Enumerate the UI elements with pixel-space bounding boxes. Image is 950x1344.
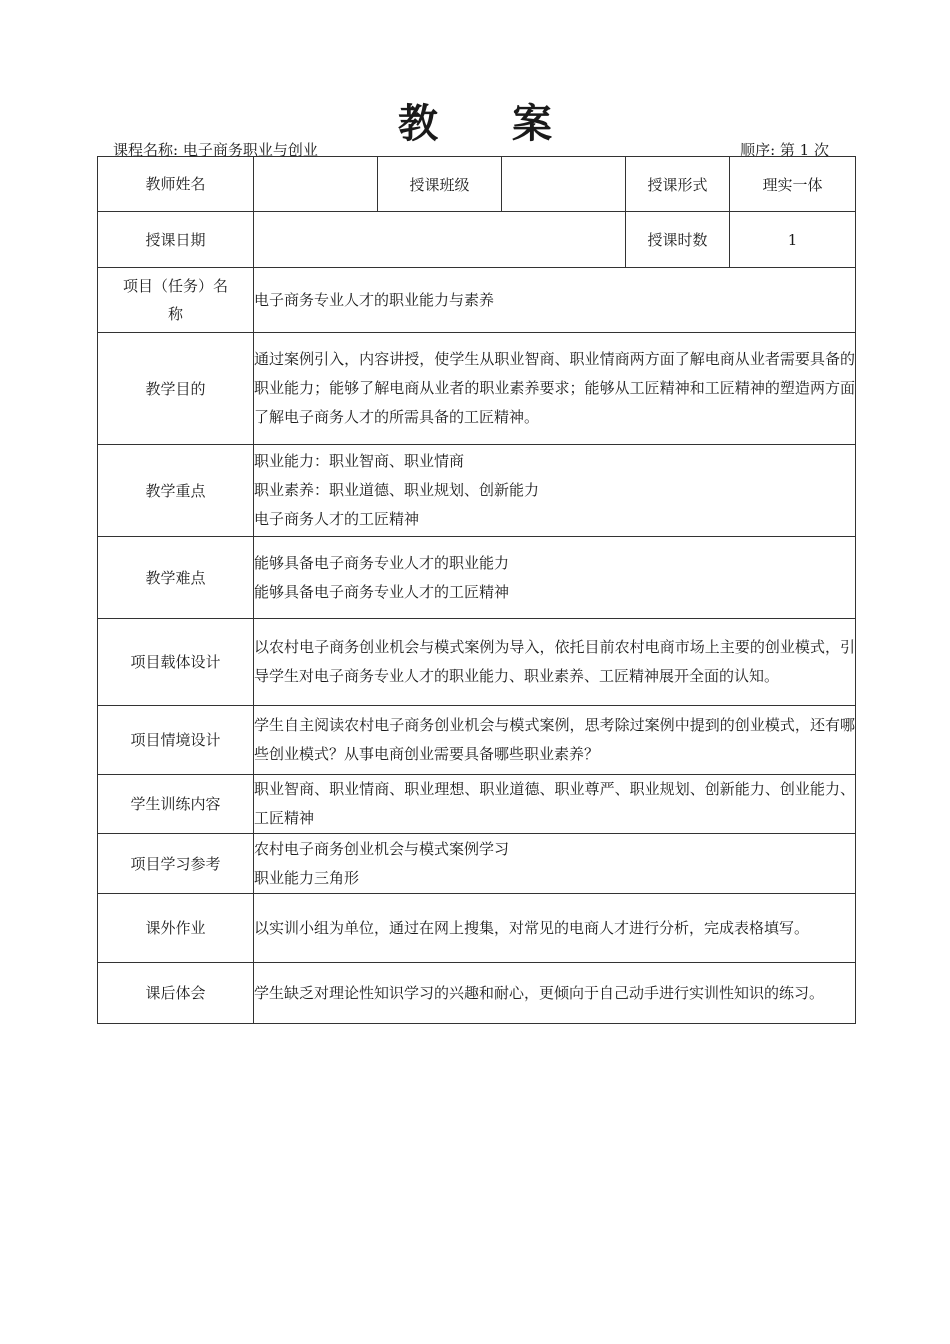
- title-char-2: 案: [512, 101, 552, 147]
- row-content-project-name: [254, 268, 856, 333]
- row-content-difficulties: [254, 537, 856, 619]
- content-line: 农村电子商务创业机会与模式案例学习: [254, 839, 510, 858]
- row-content-carrier-design: [254, 619, 856, 706]
- content-line: 职业能力三角形: [254, 868, 360, 887]
- row-label-line: 项目（任务）名: [122, 277, 228, 295]
- course-name: 课程名称: 电子商务职业与创业: [113, 141, 318, 159]
- table-row: [98, 537, 856, 619]
- table-row: [98, 834, 856, 894]
- row-label-training-content: 学生训练内容: [98, 775, 254, 834]
- date-label: 授课日期: [98, 212, 254, 268]
- row-content-training-content: [254, 775, 856, 834]
- row-content-key-points: [254, 445, 856, 537]
- row-label-project-name: [98, 268, 254, 333]
- row-label-carrier-design: 项目载体设计: [98, 619, 254, 706]
- content-line: 学生缺乏对理论性知识学习的兴趣和耐心，更倾向于自己动手进行实训性知识的练习。: [254, 983, 825, 1002]
- row-label-difficulties: 教学难点: [98, 537, 254, 619]
- content-line: 以农村电子商务创业机会与模式案例为导入，依托目前农村电商市场上主要的创业模式，引导学生对电子商务专业人才的职业能力、职业素养、工匠精神展开全面的认知。: [254, 638, 855, 685]
- date-value: [254, 212, 626, 268]
- row-label-references: 项目学习参考: [98, 834, 254, 894]
- table-row: [98, 894, 856, 963]
- content-line: 能够具备电子商务专业人才的工匠精神: [254, 582, 510, 601]
- lesson-plan-table: [97, 156, 856, 1024]
- table-row: [98, 333, 856, 445]
- row-label-line: 称: [167, 305, 183, 323]
- row-content-reflection: [254, 963, 856, 1024]
- row-content-references: [254, 834, 856, 894]
- row-label-teaching-goal: 教学目的: [98, 333, 254, 445]
- content-line: 能够具备电子商务专业人才的职业能力: [254, 553, 510, 572]
- class-label: 授课班级: [378, 157, 502, 212]
- content-line: 以实训小组为单位，通过在网上搜集，对常见的电商人才进行分析，完成表格填写。: [254, 918, 810, 937]
- content-line: 职业素养：职业道德、职业规划、创新能力: [254, 481, 540, 499]
- content-line: 职业能力：职业智商、职业情商: [254, 452, 465, 470]
- teacher-name-label: 教师姓名: [98, 157, 254, 212]
- content-line: 通过案例引入，内容讲授，使学生从职业智商、职业情商两方面了解电商从业者需要具备的职业能力；能够了解电商从业者的职业素养要求；能够从工匠精神和工匠精神的塑造两方面了解电子商务人才的所需具备的工匠精神。: [254, 350, 855, 426]
- lesson-order: 顺序: 第 1 次: [740, 141, 829, 159]
- table-row-date: [98, 212, 856, 268]
- table-row: [98, 619, 856, 706]
- form-label: 授课形式: [626, 157, 730, 212]
- table-row: [98, 706, 856, 775]
- table-row: [98, 445, 856, 537]
- row-label-key-points: 教学重点: [98, 445, 254, 537]
- table-row: [98, 268, 856, 333]
- title-char-1: 教: [398, 101, 438, 147]
- content-line: 电子商务专业人才的职业能力与素养: [254, 290, 495, 309]
- row-label-homework: 课外作业: [98, 894, 254, 963]
- table-row: [98, 963, 856, 1024]
- content-line: 学生自主阅读农村电子商务创业机会与模式案例，思考除过案例中提到的创业模式，还有哪些创业模式？从事电商创业需要具备哪些职业素养？: [254, 716, 855, 763]
- row-content-teaching-goal: [254, 333, 856, 445]
- hours-value: 1: [730, 212, 856, 268]
- row-content-homework: [254, 894, 856, 963]
- hours-label: 授课时数: [626, 212, 730, 268]
- row-label-scenario-design: 项目情境设计: [98, 706, 254, 775]
- row-content-scenario-design: [254, 706, 856, 775]
- row-label-reflection: 课后体会: [98, 963, 254, 1024]
- content-line: 电子商务人才的工匠精神: [254, 510, 420, 528]
- table-row-teacher: [98, 157, 856, 212]
- form-value: 理实一体: [730, 157, 856, 212]
- class-value: [502, 157, 626, 212]
- content-line: 职业智商、职业情商、职业理想、职业道德、职业尊严、职业规划、创新能力、创业能力、工匠精神: [254, 780, 855, 827]
- table-row: [98, 775, 856, 834]
- teacher-name-value: [254, 157, 378, 212]
